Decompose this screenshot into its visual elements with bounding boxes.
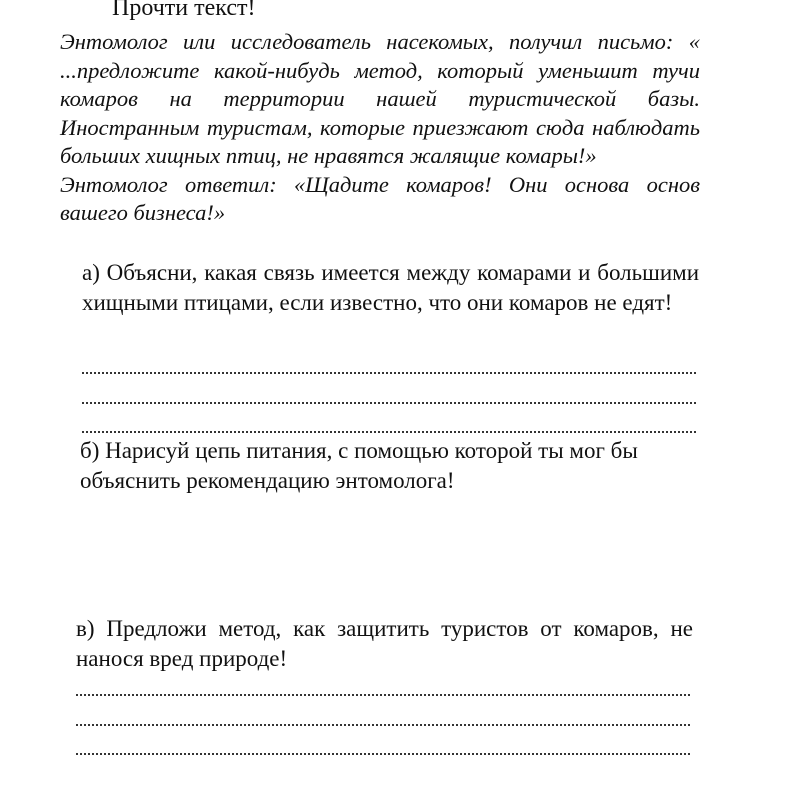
task-a-answer-line[interactable]: [82, 402, 696, 404]
task-b-drawing-area[interactable]: [76, 500, 696, 605]
letter-paragraph: Энтомолог или исследователь насекомых, получил письмо: « ...предложите какой-нибудь метод, который уменьшит тучи комаров на территории нашей туристической базы. Иностранным туристам, которые приезжают сюда наблюдать больших хищных птиц, не нравятся жалящие комары!»: [60, 29, 700, 168]
task-c-answer-line[interactable]: [76, 753, 690, 755]
task-c-answer-line[interactable]: [76, 694, 690, 696]
task-a-answer-line[interactable]: [82, 431, 696, 433]
reply-paragraph: Энтомолог ответил: «Щадите комаров! Они основа основ вашего бизнеса!»: [60, 171, 700, 225]
task-a-answer-line[interactable]: [82, 372, 696, 374]
task-a-question: а) Объясни, какая связь имеется между комарами и большими хищными птицами, если известно, что они комаров не едят!: [82, 260, 699, 315]
task-c-question: в) Предложи метод, как защитить туристов от комаров, не нанося вред природе!: [76, 616, 693, 671]
task-c-answer-line[interactable]: [76, 724, 690, 726]
worksheet-heading: Прочти текст!: [112, 0, 256, 21]
story-text: [60, 28, 700, 228]
task-b-question: б) Нарисуй цепь питания, с помощью которой ты мог бы объяснить рекомендацию энтомолога!: [80, 438, 638, 493]
